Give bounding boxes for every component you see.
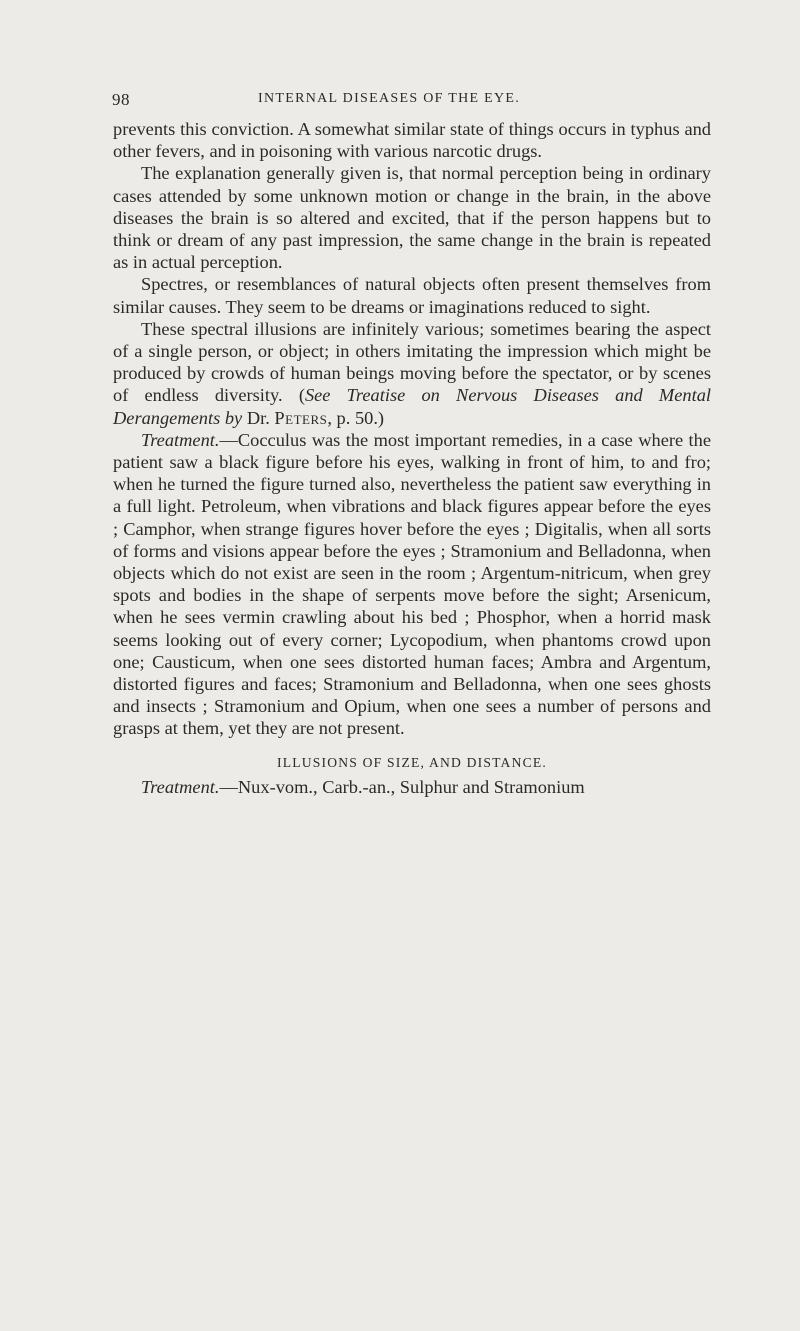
paragraph-text: These spectral illusions are infinitely various; sometimes bearing the aspect of a single person, or object; in others imitating the impression which might be produced by crowds of human beings moving before the spectator, or by scenes of endless diversity. ( bbox=[113, 318, 711, 406]
body-text bbox=[113, 118, 711, 798]
paragraph-treatment bbox=[113, 429, 711, 740]
paragraph-continuation bbox=[113, 118, 711, 162]
paragraph-text: Spectres, or resemblances of natural objects often present themselves from similar causes. They seem to be dreams or imaginations reduced to sight. bbox=[113, 274, 711, 317]
treatment-text: —Nux-vom., Carb.-an., Sulphur and Stramonium bbox=[219, 776, 585, 797]
reference-author: Peters bbox=[274, 407, 328, 428]
reference-text: Dr. bbox=[242, 407, 275, 428]
paragraph-text: The explanation generally given is, that normal perception being in ordinary cases attended by some unknown motion or change in the brain, in the above diseases the brain is so altered and excited, that if the person happens but to think or dream of any past impression, the same change in the brain is repeated as in actual perception. bbox=[113, 163, 711, 273]
running-head bbox=[0, 90, 800, 112]
section-heading: ILLUSIONS OF SIZE, AND DISTANCE. bbox=[277, 754, 547, 770]
running-title: INTERNAL DISEASES OF THE EYE. bbox=[258, 91, 521, 106]
paragraph-spectral-illusions bbox=[113, 318, 711, 429]
treatment-label: Treatment. bbox=[141, 429, 220, 450]
paragraph-section-treatment bbox=[113, 776, 711, 798]
treatment-text: —Cocculus was the most important remedies, in a case where the patient saw a black figure before his eyes, walking in front of him, to and fro; when he turned the figure turned also, nevertheless the patient saw everything in a full light. Petroleum, when vibrations and black figures appear before the eyes ; Camphor, when strange figures hover before the eyes ; Digitalis, when all sorts of forms and visions appear before the eyes ; Stramonium and Belladonna, when objects which do not exist are seen in the room ; Argentum-nitricum, when grey spots and bodies in the shape of serpents move before the sight; Arsenicum, when he sees vermin crawling about his bed ; Phosphor, when a horrid mask seems looking out of every corner; Lycopodium, when phantoms crowd upon one; Causticum, when one sees distorted human faces; Ambra and Argentum, distorted figures and faces; Stramonium and Belladonna, when one sees ghosts and insects ; Stramonium and Opium, when one sees a number of persons and grasps at them, yet they are not present. bbox=[113, 429, 711, 739]
reference-title: See Treatise on Nervous Diseases and Mental Derangements by bbox=[113, 385, 712, 428]
treatment-label: Treatment. bbox=[141, 776, 220, 797]
paragraph-explanation bbox=[113, 162, 711, 273]
paragraph-spectres bbox=[113, 273, 711, 317]
page-number: 98 bbox=[112, 90, 130, 109]
reference-page: , p. 50.) bbox=[327, 407, 385, 428]
paragraph-text: prevents this conviction. A somewhat similar state of things occurs in typhus and other fevers, and in poisoning with various narcotic drugs. bbox=[113, 119, 711, 162]
